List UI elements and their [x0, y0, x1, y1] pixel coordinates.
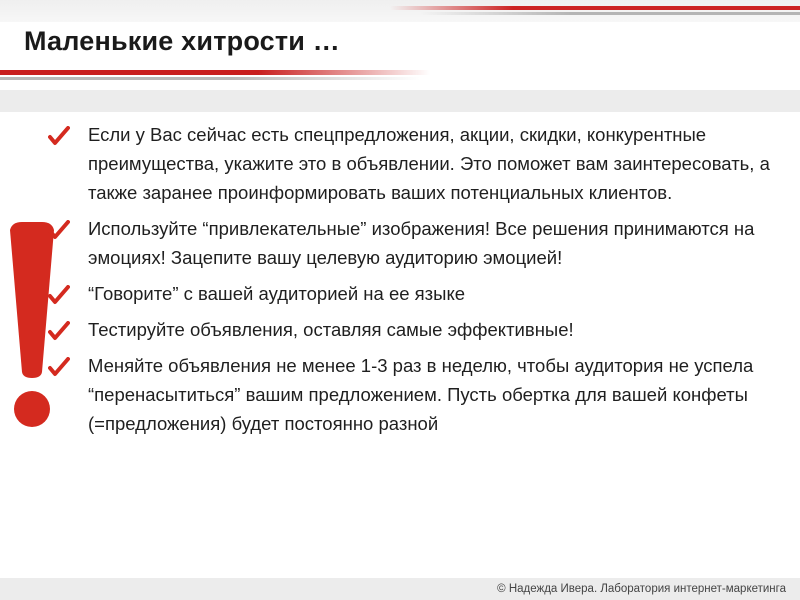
list-item-text: Тестируйте объявления, оставляя самые эффективные! [88, 319, 574, 340]
top-strip [0, 0, 800, 22]
list-item [48, 214, 788, 272]
checkmark-icon [48, 357, 70, 377]
bullet-list [48, 120, 788, 445]
list-item-text: Меняйте объявления не менее 1-3 раз в неделю, чтобы аудитория не успела “перенасытиться” вашим предложением. Пусть обертка для вашей конфеты (=предложения) будет постоянно разной [88, 355, 754, 434]
checkmark-icon [48, 126, 70, 146]
list-item-text: Используйте “привлекательные” изображения! Все решения принимаются на эмоциях! Зацепите вашу целевую аудиторию эмоцией! [88, 218, 755, 268]
list-item [48, 279, 788, 308]
footer-copyright: © Надежда Ивера. Лаборатория интернет-маркетинга [497, 583, 786, 595]
checkmark-icon [48, 321, 70, 341]
header-band [0, 90, 800, 112]
title-underline-gray [0, 77, 420, 80]
top-accent-red-line [390, 6, 800, 10]
title-underline-red [0, 70, 430, 75]
list-item-text: Если у Вас сейчас есть спецпредложения, акции, скидки, конкурентные преимущества, укажите это в объявлении. Это поможет вам заинтересовать, а также заранее проинформировать ваших потенциальных клиентов. [88, 124, 770, 203]
slide-title: Маленькие хитрости … [24, 26, 340, 56]
top-accent-gray-line [420, 12, 800, 15]
list-item [48, 315, 788, 344]
checkmark-icon [48, 285, 70, 305]
list-item [48, 120, 788, 207]
list-item [48, 351, 788, 438]
checkmark-icon [48, 220, 70, 240]
list-item-text: “Говорите” с вашей аудиторией на ее языке [88, 283, 466, 304]
